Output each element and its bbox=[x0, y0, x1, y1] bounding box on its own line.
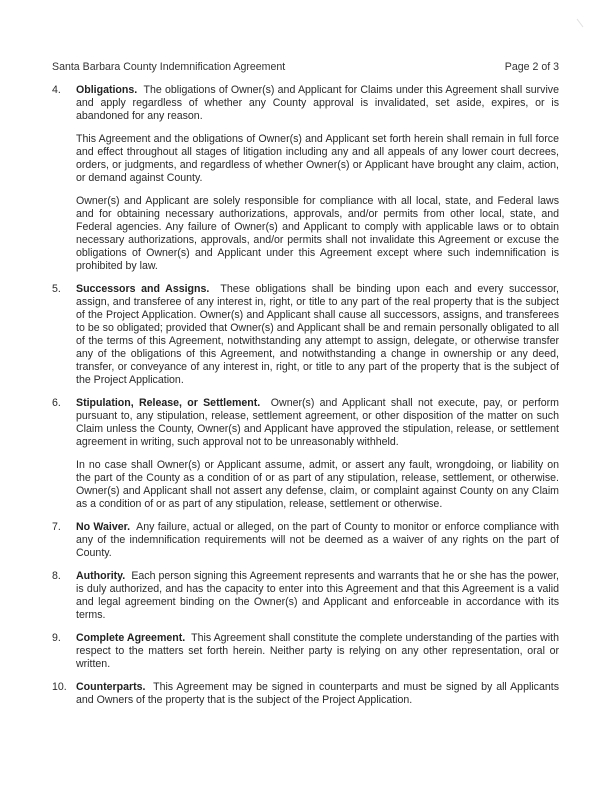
section-4-obligations bbox=[52, 84, 559, 273]
section-number: 6. bbox=[52, 397, 61, 409]
paragraph-text: Any failure, actual or alleged, on the part of County to monitor or enforce compliance with any of the indemnification requirements will not be deemed as a waiver of any rights on the part of County. bbox=[76, 521, 559, 559]
section-number: 4. bbox=[52, 84, 61, 96]
document-body bbox=[52, 84, 559, 717]
page-header bbox=[52, 61, 559, 74]
section-10-counterparts bbox=[52, 681, 559, 707]
section-number: 8. bbox=[52, 570, 61, 582]
paragraph-text: These obligations shall be binding upon each and every successor, assign, and transferee of any interest in, right, or title to any part of the real property that is the subject of the Project Application. Owner(s) and Applicant shall cause all successors, assigns, and transferees to be so obligated; provided that Owner(s) and Applicant shall be and remain personally obligated to all of the terms of this Agreement, notwithstanding any attempt to assign, delegate, or otherwise transfer any of the obligations of this Agreement, and notwithstanding a change in ownership or any deed, transfer, or conveyance of any interest in, right, or title to any part of the property that is the subject of the Project Application. bbox=[76, 283, 559, 386]
section-paragraph bbox=[76, 632, 559, 671]
section-6-stipulation-release-settlement bbox=[52, 397, 559, 511]
scan-artifact-mark bbox=[576, 18, 584, 28]
section-9-complete-agreement bbox=[52, 632, 559, 671]
section-paragraph bbox=[76, 283, 559, 387]
section-number: 10. bbox=[52, 681, 67, 693]
document-title: Santa Barbara County Indemnification Agreement bbox=[52, 61, 286, 73]
section-title: Stipulation, Release, or Settlement. bbox=[76, 397, 261, 409]
section-title: Obligations. bbox=[76, 84, 138, 96]
section-paragraph bbox=[76, 84, 559, 123]
section-5-successors-and-assigns bbox=[52, 283, 559, 387]
section-title: No Waiver. bbox=[76, 521, 131, 533]
section-number: 9. bbox=[52, 632, 61, 644]
section-paragraph: In no case shall Owner(s) or Applicant assume, admit, or assert any fault, wrongdoing, or liability on the part of the County as a condition of or as part of any stipulation, release, settlement, or otherwise. Owner(s) and Applicant shall not assert any defense, claim, or complaint against County on any Claim as a condition of or as part of any stipulation, release, settlement or otherwise. bbox=[76, 459, 559, 510]
section-8-authority bbox=[52, 570, 559, 622]
section-title: Successors and Assigns. bbox=[76, 283, 210, 295]
section-paragraph bbox=[76, 521, 559, 560]
section-number: 5. bbox=[52, 283, 61, 295]
section-title: Complete Agreement. bbox=[76, 632, 186, 644]
paragraph-text: Owner(s) and Applicant shall not execute, pay, or perform pursuant to, any stipulation, release, settlement agreement, or other disposition of the matter on such Claim unless the County, Owner(s) and Applicant have approved the stipulation, release, or settlement agreement in writing, such approval not to be unreasonably withheld. bbox=[76, 397, 559, 448]
paragraph-text: This Agreement may be signed in counterparts and must be signed by all Applicants and Owners of the property that is the subject of the Project Application. bbox=[76, 681, 559, 706]
section-paragraph: Owner(s) and Applicant are solely responsible for compliance with all local, state, and Federal laws and for obtaining necessary authorizations, approvals, and/or permits from other local, state, and Federal agencies. Any failure of Owner(s) and Applicant to comply with applicable laws or to obtain necessary authorizations, approvals, and/or permits shall not invalidate this Agreement or excuse the obligations of Owner(s) and Applicant under this Agreement except where such indemnification is prohibited by law. bbox=[76, 195, 559, 272]
section-paragraph: This Agreement and the obligations of Owner(s) and Applicant set forth herein shall remain in full force and effect throughout all stages of litigation including any and all appeals of any lower court decrees, orders, or judgments, and regardless of whether Owner(s) or Applicant have brought any claim, action, or demand against County. bbox=[76, 133, 559, 184]
section-paragraph bbox=[76, 397, 559, 449]
paragraph-text: The obligations of Owner(s) and Applicant for Claims under this Agreement shall survive and apply regardless of whether any County approval is invalidated, set aside, expires, or is abandoned for any reason. bbox=[76, 84, 559, 122]
section-paragraph bbox=[76, 570, 559, 622]
section-number: 7. bbox=[52, 521, 61, 533]
paragraph-text: This Agreement shall constitute the complete understanding of the parties with respect to the matters set forth herein. Neither party is relying on any other representation, oral or written. bbox=[76, 632, 559, 670]
paragraph-text: Each person signing this Agreement represents and warrants that he or she has the power, is duly authorized, and has the capacity to enter into this Agreement and that this Agreement is a valid and legal agreement binding on the Owner(s) and Applicant and enforceable in accordance with its terms. bbox=[76, 570, 559, 621]
section-7-no-waiver bbox=[52, 521, 559, 560]
section-title: Authority. bbox=[76, 570, 126, 582]
page-number: Page 2 of 3 bbox=[504, 61, 559, 73]
section-title: Counterparts. bbox=[76, 681, 146, 693]
section-paragraph bbox=[76, 681, 559, 707]
